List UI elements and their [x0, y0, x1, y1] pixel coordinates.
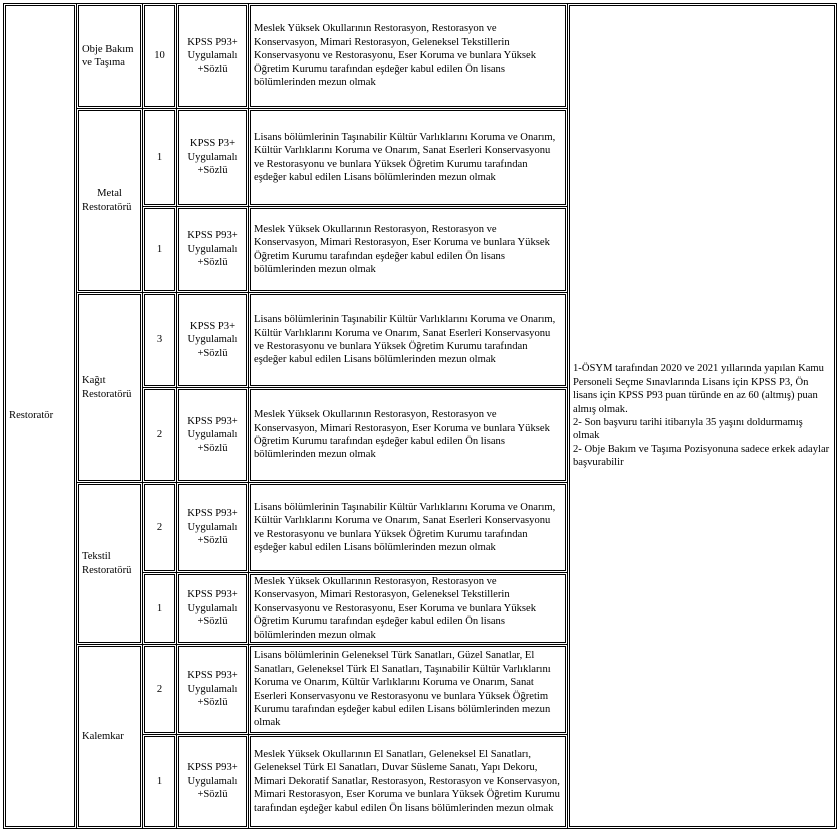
subposition-cell — [77, 109, 143, 293]
score-type-cell — [177, 109, 249, 207]
score-type-line: +Sözlü — [197, 697, 228, 709]
requirement-text: Lisans bölümlerinin Taşınabilir Kültür Varlıklarını Koruma ve Onarım, Kültür Varlıklarını Koruma ve Onarım, Sanat Eserleri Konservasyonu ve Restorasyonu ve bunlara Yüksek Öğretim Kurumu tarafından eşdeğer kabul edilen Lisans bölümlerinden mezun olmak — [254, 131, 556, 183]
score-type-cell — [177, 645, 249, 735]
score-type-line: +Sözlü — [197, 442, 228, 454]
score-type-line: KPSS P3+ — [189, 320, 236, 332]
score-type-line: +Sözlü — [197, 165, 228, 177]
count-cell — [143, 388, 177, 483]
subposition-name-line: ve Taşıma — [82, 57, 125, 68]
requirement-cell — [249, 645, 568, 735]
score-type-line: Uygulamalı — [187, 151, 238, 163]
position-count: 2 — [156, 429, 163, 441]
position-requirements-table — [3, 3, 837, 829]
score-type-cell — [177, 735, 249, 829]
score-type-line: +Sözlü — [197, 63, 228, 75]
count-cell — [143, 207, 177, 293]
count-cell — [143, 645, 177, 735]
requirement-cell — [249, 388, 568, 483]
subposition-cell — [77, 293, 143, 483]
subposition-cell — [77, 645, 143, 829]
position-count: 1 — [156, 775, 163, 787]
general-condition: 2- Son başvuru tarihi itibarıyla 35 yaşını doldurmamış olmak — [573, 417, 803, 442]
position-count: 2 — [156, 683, 163, 695]
count-cell — [143, 573, 177, 645]
position-count: 2 — [156, 521, 163, 533]
requirement-text: Meslek Yüksek Okullarının Restorasyon, Restorasyon ve Konservasyon, Mimari Restorasyon, Geleneksel Tekstillerin Konservasyonu ve Restorasyonu, Eser Koruma ve bunlara Yüksek Öğretim Kurumu tarafından eşdeğer kabul edilen Ön lisans bölümlerinden mezun olmak — [254, 23, 537, 89]
position-count: 3 — [156, 334, 163, 346]
requirement-text: Lisans bölümlerinin Taşınabilir Kültür Varlıklarını Koruma ve Onarım, Kültür Varlıklarını Koruma ve Onarım, Sanat Eserleri Konservasyonu ve Restorasyonu ve bunlara Yüksek Öğretim Kurumu tarafından eşdeğer kabul edilen Lisans bölümlerinden mezun olmak — [254, 314, 556, 366]
score-type-cell — [177, 293, 249, 388]
subposition-name-line: Obje Bakım — [82, 43, 134, 55]
score-type-line: Uygulamalı — [187, 683, 238, 695]
score-type-line: KPSS P93+ — [187, 415, 238, 427]
score-type-line: +Sözlü — [197, 347, 228, 359]
general-condition: 2- Obje Bakım ve Taşıma Pozisyonuna sadece erkek adaylar başvurabilir — [573, 443, 830, 469]
table-row — [4, 4, 837, 109]
position-title-cell — [4, 4, 77, 829]
score-type-line: Uygulamalı — [187, 602, 238, 614]
score-type-cell — [177, 388, 249, 483]
requirement-cell — [249, 573, 568, 645]
requirement-cell — [249, 735, 568, 829]
general-condition: 1-ÖSYM tarafından 2020 ve 2021 yıllarında yapılan Kamu Personeli Seçme Sınavlarında Lisans için KPSS P3, Ön lisans için KPSS P93 puan türünde en az 60 (altmış) puan almış olmak. — [573, 363, 824, 415]
position-count: 1 — [156, 151, 163, 163]
requirement-cell — [249, 207, 568, 293]
count-cell — [143, 4, 177, 109]
subposition-cell — [77, 483, 143, 645]
subposition-name-line: Kalemkar — [82, 730, 124, 742]
score-type-line: +Sözlü — [197, 535, 228, 547]
score-type-line: +Sözlü — [197, 789, 228, 801]
requirement-text: Meslek Yüksek Okullarının Restorasyon, Restorasyon ve Konservasyon, Mimari Restorasyon, Eser Koruma ve bunlara Yüksek Öğretim Kurumu tarafından eşdeğer kabul edilen Ön lisans bölümlerinden mezun olmak — [254, 409, 550, 461]
position-count: 1 — [156, 602, 163, 614]
position-title: Restoratör — [9, 410, 54, 422]
requirement-text: Lisans bölümlerinin Taşınabilir Kültür Varlıklarını Koruma ve Onarım, Kültür Varlıklarını Koruma ve Onarım, Sanat Eserleri Konservasyonu ve Restorasyonu ve bunlara Yüksek Öğretim Kurumu tarafından eşdeğer kabul edilen Lisans bölümlerinden mezun olmak — [254, 501, 556, 553]
score-type-line: KPSS P93+ — [187, 670, 238, 682]
score-type-cell — [177, 573, 249, 645]
score-type-line: KPSS P93+ — [187, 230, 238, 242]
count-cell — [143, 109, 177, 207]
score-type-cell — [177, 483, 249, 573]
subposition-name-line: Restoratörü — [82, 201, 132, 213]
subposition-cell — [77, 4, 143, 109]
score-type-line: Uygulamalı — [187, 775, 238, 787]
score-type-line: KPSS P93+ — [187, 589, 238, 601]
requirement-text: Meslek Yüksek Okullarının Restorasyon, Restorasyon ve Konservasyon, Mimari Restorasyon, Eser Koruma ve bunlara Yüksek Öğretim Kurumu tarafından eşdeğer kabul edilen Ön lisans bölümlerinden mezun olmak — [254, 223, 550, 275]
score-type-cell — [177, 4, 249, 109]
requirement-cell — [249, 4, 568, 109]
count-cell — [143, 735, 177, 829]
score-type-line: Uygulamalı — [187, 429, 238, 441]
score-type-line: Uygulamalı — [187, 50, 238, 62]
requirement-cell — [249, 293, 568, 388]
score-type-line: Uygulamalı — [187, 521, 238, 533]
requirement-cell — [249, 109, 568, 207]
general-conditions-cell — [568, 4, 837, 829]
score-type-line: Uygulamalı — [187, 243, 238, 255]
requirement-text: Meslek Yüksek Okullarının Restorasyon, Restorasyon ve Konservasyon, Mimari Restorasyon, Geleneksel Tekstillerin Konservasyonu ve Restorasyonu, Eser Koruma ve bunlara Yüksek Öğretim Kurumu tarafından eşdeğer kabul edilen Ön lisans bölümlerinden mezun olmak — [254, 576, 537, 641]
score-type-line: Uygulamalı — [187, 334, 238, 346]
score-type-line: KPSS P93+ — [187, 508, 238, 520]
count-cell — [143, 483, 177, 573]
subposition-name-line: Metal — [97, 188, 122, 200]
requirement-text: Meslek Yüksek Okullarının El Sanatları, Geleneksel El Sanatları, Geleneksel Türk El Sanatları, Duvar Süsleme Sanatı, Yapı Dekoru, Mimari Dekoratif Sanatlar, Restorasyon, Restorasyon ve Konservasyon, Mimari Restorasyon, Eser Koruma ve bunlara Yüksek Öğretim Kurumu tarafından eşdeğer kabul edilen Ön lisans bölümlerinden mezun olmak — [254, 749, 560, 814]
position-count: 1 — [156, 243, 163, 255]
subposition-name-line: Restoratörü — [82, 564, 132, 576]
position-count: 10 — [154, 50, 165, 62]
requirement-cell — [249, 483, 568, 573]
subposition-name-line: Restoratörü — [82, 388, 132, 400]
score-type-cell — [177, 207, 249, 293]
score-type-line: KPSS P93+ — [187, 36, 238, 48]
score-type-line: +Sözlü — [197, 257, 228, 269]
score-type-line: KPSS P93+ — [187, 762, 238, 774]
subposition-name-line: Tekstil — [82, 551, 111, 563]
score-type-line: KPSS P3+ — [189, 138, 236, 150]
requirement-text: Lisans bölümlerinin Geleneksel Türk Sanatları, Güzel Sanatlar, El Sanatları, Geleneksel Türk El Sanatları, Taşınabilir Kültür Varlıklarını Koruma ve Onarım, Kültür Varlıklarını Koruma ve Onarım, Sanat Eserleri Konservasyonu ve Restorasyonu ve bunlara Yüksek Öğretim Kurumu tarafından eşdeğer kabul edilen Lisans bölümlerinden mezun olmak — [254, 650, 551, 729]
score-type-line: +Sözlü — [197, 616, 228, 628]
subposition-name-line: Kağıt — [82, 375, 106, 387]
count-cell — [143, 293, 177, 388]
